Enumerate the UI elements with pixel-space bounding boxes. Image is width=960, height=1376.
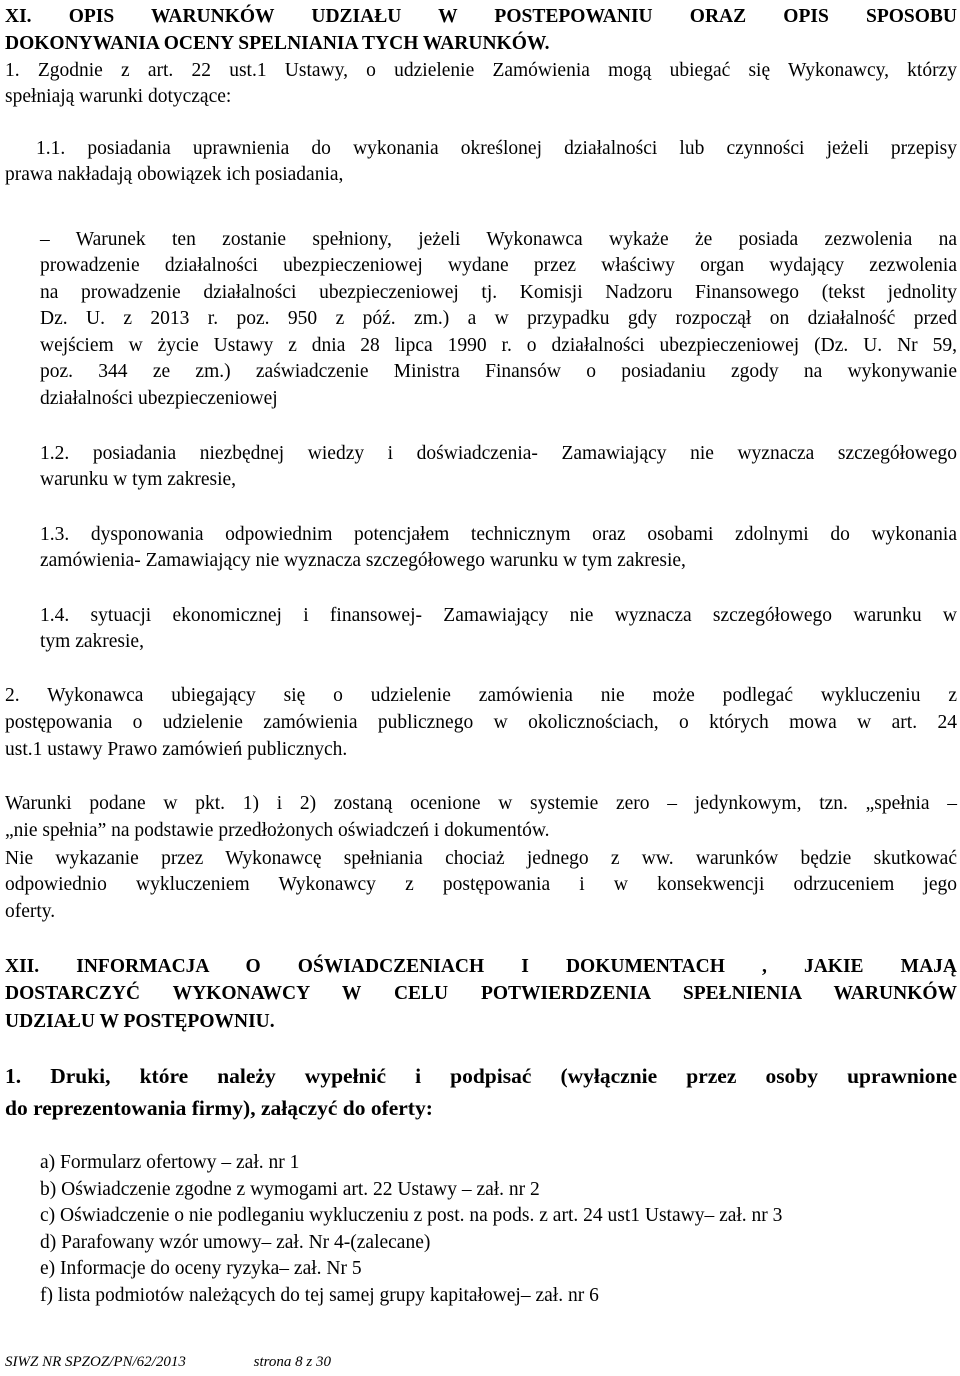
condition-line-2: prowadzenie działalności ubezpieczeniowej wydane przez właściwy organ wydający zezwolenia xyxy=(40,255,957,276)
section-12-heading-line-1: XII. INFORMACJA O OŚWIADCZENIACH I DOKUMENTACH , JAKIE MAJĄ xyxy=(5,956,957,977)
list-item: d) Parafowany wzór umowy– zał. Nr 4-(zalecane) xyxy=(40,1232,431,1253)
list-item: f) lista podmiotów należących do tej samej grupy kapitałowej– zał. nr 6 xyxy=(40,1285,599,1306)
section-11-heading-line-1: XI. OPIS WARUNKÓW UDZIAŁU W POSTEPOWANIU ORAZ OPIS SPOSOBU xyxy=(5,6,957,27)
footer-page-number: strona 8 z 30 xyxy=(253,1354,331,1370)
paragraph-1-4-line-1: 1.4. sytuacji ekonomicznej i finansowej- Zamawiający nie wyznacza szczegółowego warunku w xyxy=(40,605,957,626)
section-12-subheading-line-2: do reprezentowania firmy), załączyć do oferty: xyxy=(5,1096,433,1120)
paragraph-4-line-1: Nie wykazanie przez Wykonawcę spełniania chociaż jednego z ww. warunków będzie skutkować xyxy=(5,848,957,869)
list-item: e) Informacje do oceny ryzyka– zał. Nr 5 xyxy=(40,1258,362,1279)
section-12-subheading-line-1: 1. Druki, które należy wypełnić i podpisać (wyłącznie przez osoby uprawnione xyxy=(5,1064,957,1088)
condition-line-3: na prowadzenie działalności ubezpieczeniowej tj. Komisji Nadzoru Finansowego (tekst jednolity xyxy=(40,282,957,303)
list-item: c) Oświadczenie o nie podleganiu wykluczeniu z post. na pods. z art. 24 ust1 Ustawy– zał. nr 3 xyxy=(40,1205,783,1226)
paragraph-1-2-line-2: warunku w tym zakresie, xyxy=(40,469,237,490)
paragraph-1-1-line-1: 1.1. posiadania uprawnienia do wykonania określonej działalności lub czynności jeżeli przepisy xyxy=(36,138,957,159)
condition-line-4: Dz. U. z 2013 r. poz. 950 z póź. zm.) a w przypadku gdy rozpoczął on działalność przed xyxy=(40,308,957,329)
paragraph-1-4-line-2: tym zakresie, xyxy=(40,631,144,652)
condition-line-6: poz. 344 ze zm.) zaświadczenie Ministra Finansów o posiadaniu zgody na wykonywanie xyxy=(40,361,957,382)
paragraph-1-line-1: 1. Zgodnie z art. 22 ust.1 Ustawy, o udzielenie Zamówienia mogą ubiegać się Wykonawcy, którzy xyxy=(5,60,957,81)
paragraph-1-3-line-1: 1.3. dysponowania odpowiednim potencjałem technicznym oraz osobami zdolnymi do wykonania xyxy=(40,524,957,545)
section-12-heading-line-2: DOSTARCZYĆ WYKONAWCY W CELU POTWIERDZENIA SPEŁNIENIA WARUNKÓW xyxy=(5,983,957,1004)
paragraph-3-line-2: „nie spełnia” na podstawie przedłożonych oświadczeń i dokumentów. xyxy=(5,820,550,841)
section-11-heading-line-2: DOKONYWANIA OCENY SPELNIANIA TYCH WARUNKÓW. xyxy=(5,33,550,54)
list-item: a) Formularz ofertowy – zał. nr 1 xyxy=(40,1152,300,1173)
paragraph-1-3-line-2: zamówienia- Zamawiający nie wyznacza szczegółowego warunku w tym zakresie, xyxy=(40,550,686,571)
paragraph-2-line-1: 2. Wykonawca ubiegający się o udzielenie zamówienia nie może podlegać wykluczeniu z xyxy=(5,685,957,706)
paragraph-1-1-line-2: prawa nakładają obowiązek ich posiadania, xyxy=(5,164,344,185)
condition-line-5: wejściem w życie Ustawy z dnia 28 lipca 1990 r. o działalności ubezpieczeniowej (Dz. U. Nr 59, xyxy=(40,335,957,356)
footer-reference: SIWZ NR SPZOZ/PN/62/2013 xyxy=(5,1354,186,1370)
paragraph-4-line-2: odpowiednio wykluczeniem Wykonawcy z postępowania i w konsekwencji odrzuceniem jego xyxy=(5,874,957,895)
page-footer xyxy=(5,1354,331,1371)
condition-line-7: działalności ubezpieczeniowej xyxy=(40,388,278,409)
list-item: b) Oświadczenie zgodne z wymogami art. 22 Ustawy – zał. nr 2 xyxy=(40,1179,540,1200)
section-12-heading-line-3: UDZIAŁU W POSTĘPOWNIU. xyxy=(5,1011,275,1032)
paragraph-2-line-3: ust.1 ustawy Prawo zamówień publicznych. xyxy=(5,739,348,760)
paragraph-1-line-2: spełniają warunki dotyczące: xyxy=(5,86,232,107)
paragraph-4-line-3: oferty. xyxy=(5,901,56,922)
paragraph-2-line-2: postępowania o udzielenie zamówienia publicznego w okolicznościach, o których mowa w art. 24 xyxy=(5,712,957,733)
paragraph-1-2-line-1: 1.2. posiadania niezbędnej wiedzy i doświadczenia- Zamawiający nie wyznacza szczegółowego xyxy=(40,443,957,464)
paragraph-3-line-1: Warunki podane w pkt. 1) i 2) zostaną ocenione w systemie zero – jedynkowym, tzn. „spełnia – xyxy=(5,793,957,814)
condition-line-1: – Warunek ten zostanie spełniony, jeżeli Wykonawca wykaże że posiada zezwolenia na xyxy=(40,229,957,250)
